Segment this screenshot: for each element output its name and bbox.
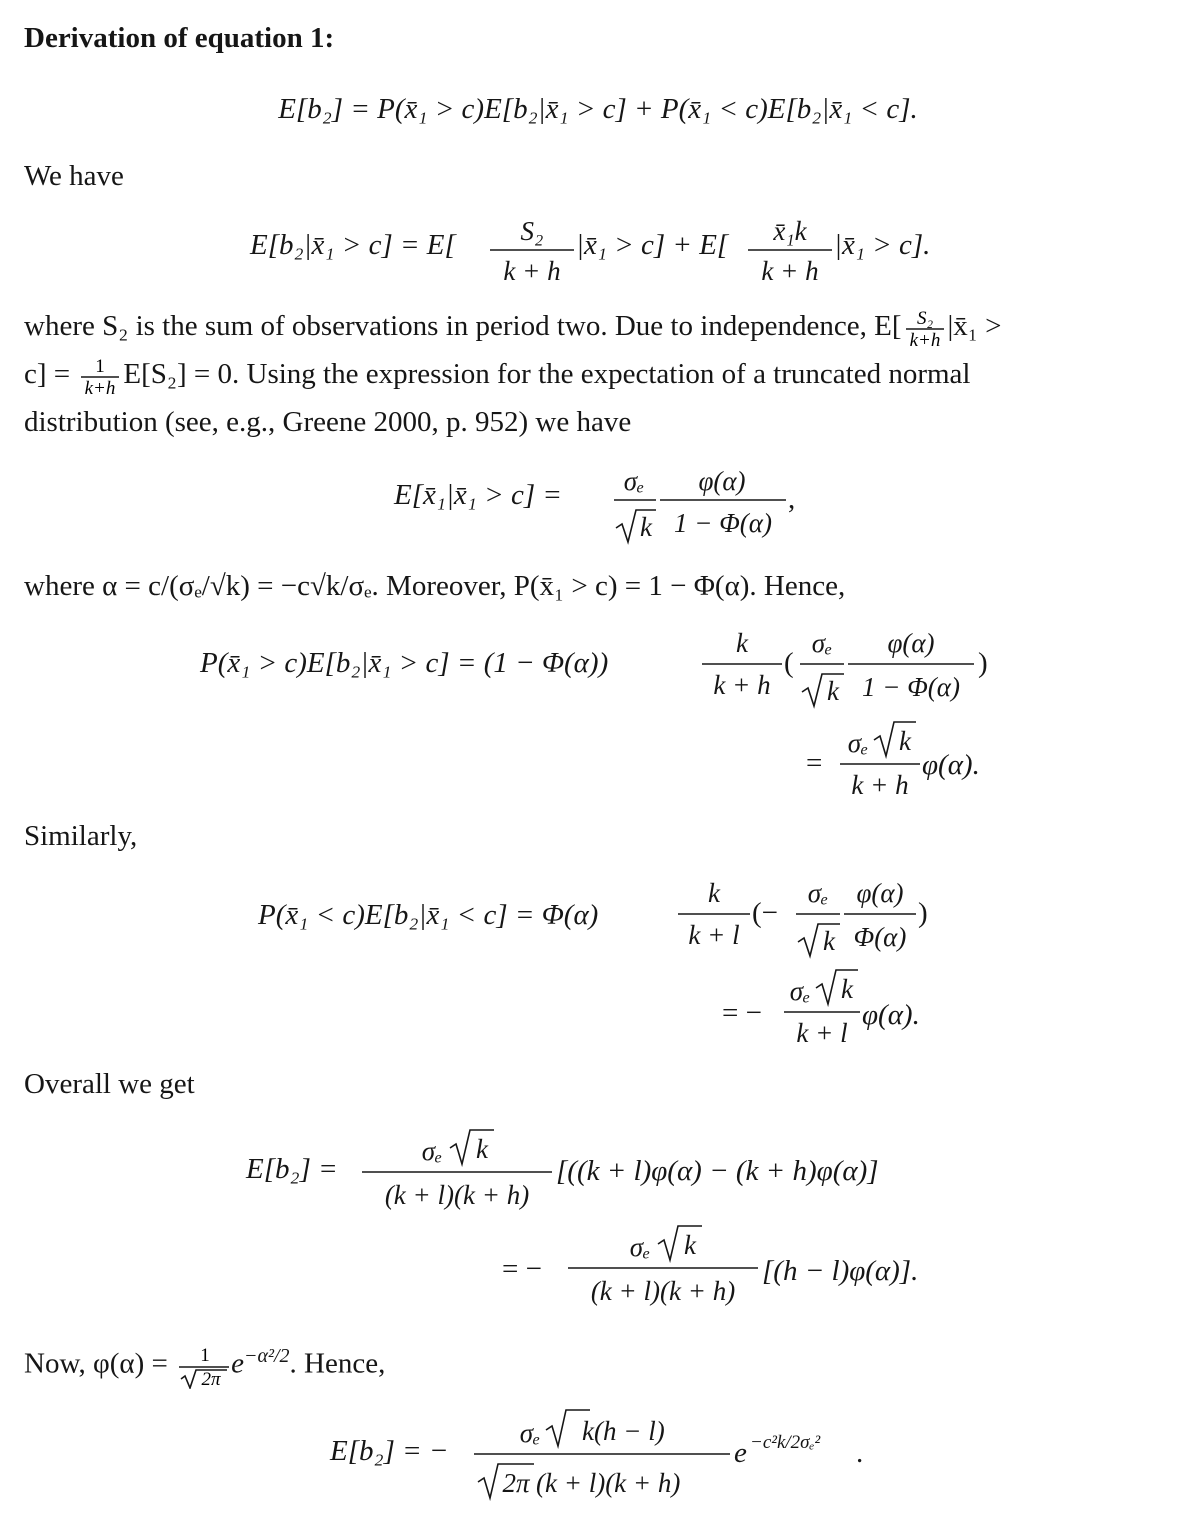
eq4-sig: σₑ: [811, 628, 833, 658]
equation-expectation-b2: [0, 82, 1200, 132]
eq4b-eq: =: [806, 747, 823, 779]
eq4-close: ): [978, 647, 988, 679]
eq5b-num: σₑ: [789, 976, 811, 1006]
eq3-den1: k: [640, 512, 652, 542]
text-we-have: We have: [24, 160, 124, 192]
eq5-lhs: P(x̄₁ < c)E[b₂|x̄₁ < c] = Φ(α): [258, 899, 599, 931]
eq5b-end: φ(α).: [862, 999, 920, 1031]
eq4b-den: k + h: [851, 770, 909, 800]
eq4-k: k: [736, 628, 748, 658]
now-frac-num: 1: [200, 1344, 210, 1366]
eq5-Phi: Φ(α): [853, 922, 907, 952]
eq7-lhs: E[b₂] = −: [330, 1435, 449, 1467]
eq6-end: [((k + l)φ(α) − (k + h)φ(α)]: [556, 1155, 879, 1187]
inline-one: 1: [95, 357, 106, 377]
now-exp: −α²/2: [243, 1345, 290, 1367]
eq6-lhs: E[b₂] =: [246, 1153, 338, 1185]
eq6b-eq: = −: [502, 1253, 542, 1285]
eq7-end: .: [856, 1437, 864, 1469]
eq5b-numk: k: [841, 974, 853, 1004]
eq3-num2: φ(α): [698, 466, 746, 496]
equation-upper-branch: [0, 620, 1200, 716]
where-s2-c: c] =: [24, 358, 71, 390]
eq2-frac2-den: k + h: [761, 256, 819, 286]
inline-frac-num: S₂: [916, 309, 933, 329]
eq4b-end: φ(α).: [922, 749, 980, 781]
eq3-num1: σₑ: [623, 466, 645, 496]
eq7-numk: k(h − l): [582, 1416, 665, 1446]
where-s2-text: where S₂ is the sum of observations in period two. Due to independence, E[: [24, 310, 902, 342]
eq7-den-rest: (k + l)(k + h): [536, 1468, 681, 1498]
eq6b-numk: k: [684, 1230, 696, 1260]
now-pre: Now, φ(α) =: [24, 1347, 168, 1380]
equation-lower-branch-result: [0, 962, 1200, 1058]
eq2-frac2-num: x̄₁k: [773, 216, 807, 246]
text-where-s2-line3: distribution (see, e.g., Greene 2000, p. 952) we have: [24, 406, 632, 438]
inline-frac-den2: k+h: [85, 378, 116, 397]
eq2-mid: |x̄₁ > c] + E[: [576, 229, 729, 261]
section-heading: Derivation of equation 1:: [24, 22, 335, 54]
eq5-open: (−: [752, 897, 779, 929]
eq3-lhs: E[x̄₁|x̄₁ > c] =: [394, 479, 562, 511]
eq4-open: (: [784, 647, 794, 679]
inline-fraction-one: [77, 357, 123, 397]
eq4b-numk: k: [899, 726, 911, 756]
equation-overall: [0, 1120, 1200, 1220]
text-now: [24, 1332, 385, 1389]
text-overall: Overall we get: [24, 1068, 195, 1100]
eq5b-eq: = −: [722, 997, 762, 1029]
eq4b-num: σₑ: [847, 728, 869, 758]
where-s2-post: E[S₂] = 0. Using the expression for the expectation of a truncated normal: [123, 358, 971, 390]
eq6b-end: [(h − l)φ(α)].: [762, 1255, 919, 1287]
equation-conditional-b2: [0, 206, 1200, 286]
eq7-num: σₑ: [519, 1418, 541, 1448]
eq2-frac1-den: k + h: [503, 256, 561, 286]
eq7-exp: −c²k/2σₑ²: [750, 1432, 821, 1453]
equation-truncated-normal: [0, 456, 1200, 552]
text-where-s2-line1: [24, 302, 1002, 350]
eq5-sig: σₑ: [807, 878, 829, 908]
where-s2-end: |x̄₁ >: [947, 310, 1002, 342]
eq2-frac1-num: S₂: [520, 216, 544, 246]
equation-lower-branch: [0, 868, 1200, 964]
eq2-end: |x̄₁ > c].: [834, 229, 931, 261]
eq2-lhs: E[b₂|x̄₁ > c] = E[: [250, 229, 456, 261]
eq5b-den: k + l: [796, 1018, 848, 1048]
eq7-den-rad: 2π: [502, 1468, 530, 1498]
equation-final-result: [0, 1402, 1200, 1512]
eq6-num: σₑ: [421, 1136, 443, 1166]
eq5-phi: φ(α): [856, 878, 904, 908]
eq7-e: e: [734, 1437, 747, 1469]
eq5-kl: k + l: [688, 920, 740, 950]
now-post: . Hence,: [289, 1347, 386, 1380]
eq5-rk: k: [823, 926, 835, 956]
text-where-alpha: where α = c/(σₑ/√k) = −c√k/σₑ. Moreover, P(x̄₁ > c) = 1 − Φ(α). Hence,: [24, 570, 846, 602]
eq4-rk: k: [827, 676, 839, 706]
eq4-kh: k + h: [713, 670, 771, 700]
eq6b-num: σₑ: [629, 1232, 651, 1262]
text-similarly: Similarly,: [24, 820, 138, 852]
eq1-text: E[b₂] = P(x̄₁ > c)E[b₂|x̄₁ > c] + P(x̄₁ < c)E[b₂|x̄₁ < c].: [278, 93, 918, 125]
now-frac-den: 2π: [201, 1368, 221, 1389]
eq6-numk: k: [476, 1134, 488, 1164]
now-exp-base: e: [231, 1347, 244, 1380]
eq3-end: ,: [788, 483, 796, 515]
eq4-lhs: P(x̄₁ > c)E[b₂|x̄₁ > c] = (1 − Φ(α)): [200, 647, 609, 679]
eq5-close: ): [918, 897, 928, 929]
equation-overall-result: [0, 1216, 1200, 1316]
inline-fraction-normal: [175, 1345, 231, 1389]
inline-fraction-s2: [902, 309, 948, 349]
equation-upper-branch-result: [0, 714, 1200, 810]
eq4-den2: 1 − Φ(α): [862, 672, 960, 702]
eq3-den2: 1 − Φ(α): [674, 508, 772, 538]
eq6-den: (k + l)(k + h): [384, 1180, 530, 1210]
inline-frac-den: k+h: [909, 330, 940, 349]
eq6b-den: (k + l)(k + h): [590, 1276, 736, 1306]
eq4-phi: φ(α): [887, 628, 935, 658]
text-where-s2-line2: [24, 350, 970, 398]
eq5-k: k: [708, 878, 720, 908]
